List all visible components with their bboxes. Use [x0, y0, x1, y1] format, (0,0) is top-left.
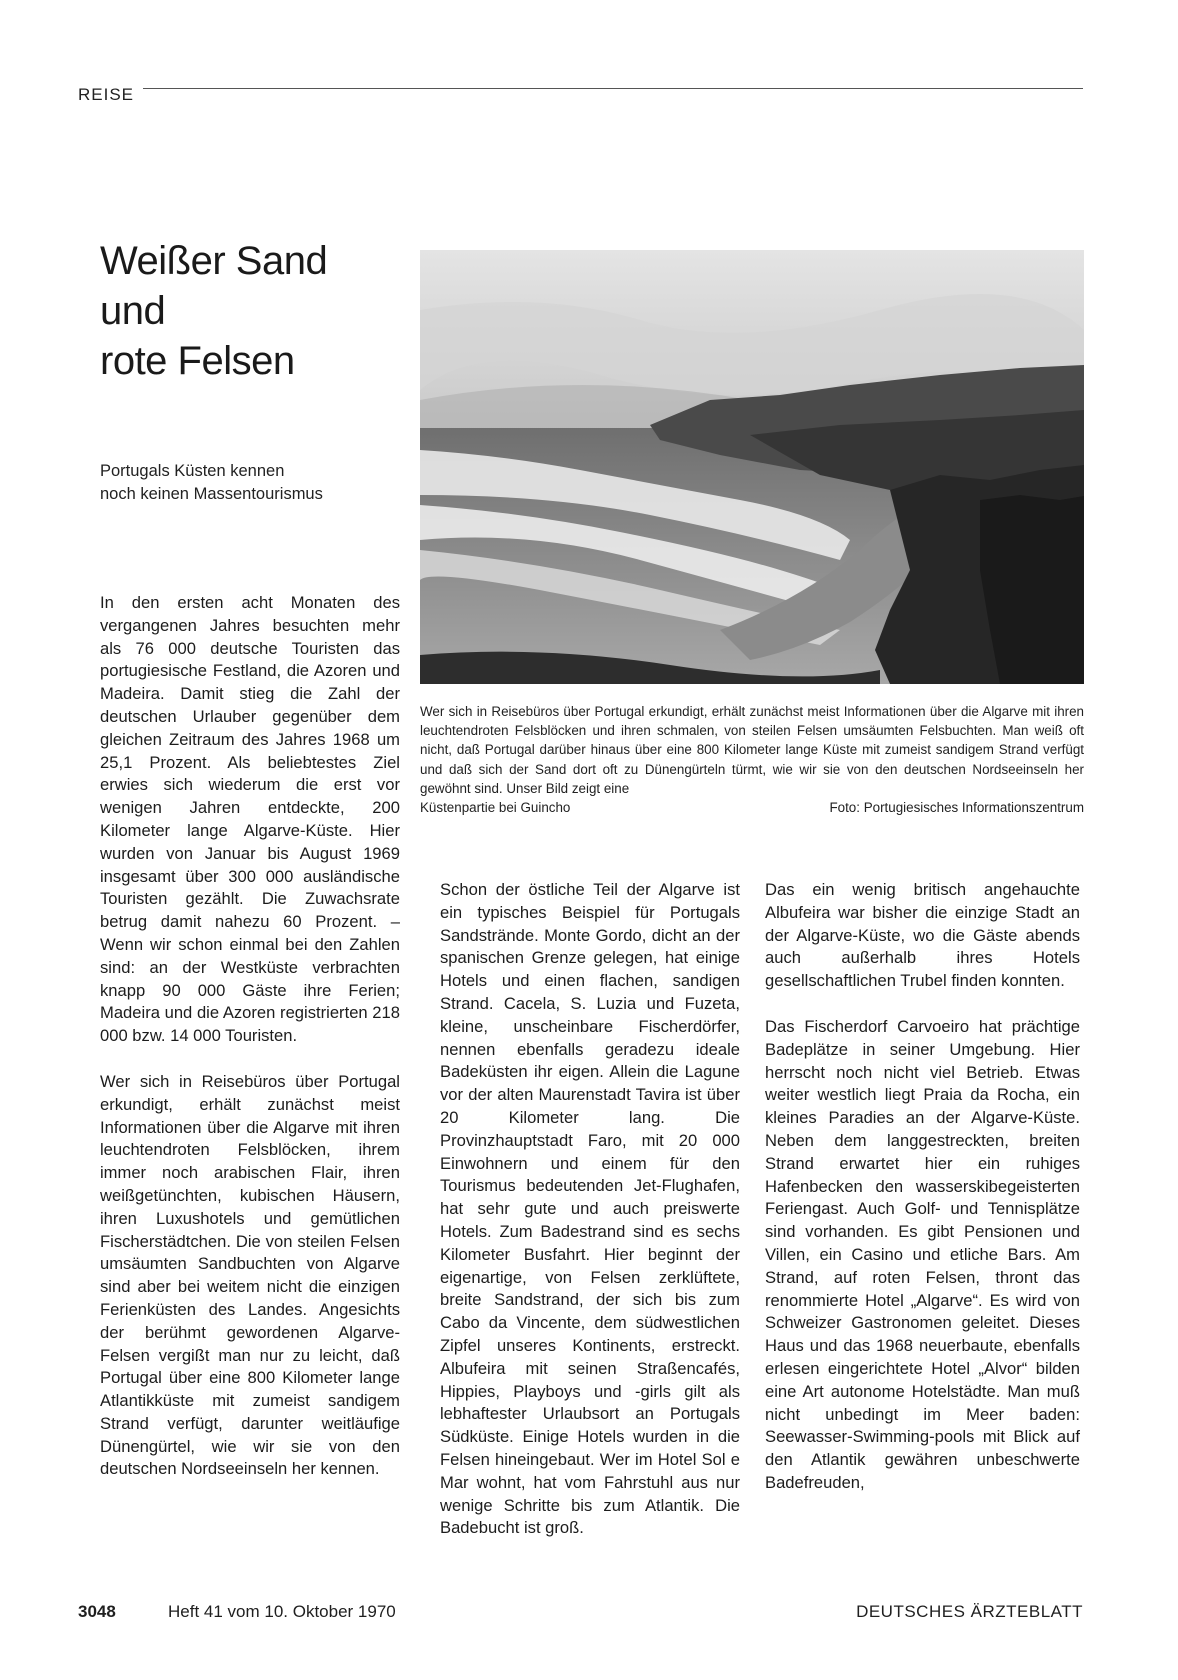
photo-caption	[420, 702, 1084, 817]
col1-paragraph-2: Wer sich in Reisebüros über Portugal erkundigt, erhält zunächst meist Informationen über die Algarve mit ihren leuchtendroten Felsblöcken, ihrem immer noch arabischen Flair, ihren weißgetünchten, kubischen Häusern, ihren Luxushotels und gemütlichen Fischerstädtchen. Die von steilen Felsen umsäumten Sandbuchten von Algarve sind aber bei weitem nicht die einzigen Ferienküsten des Landes. Angesichts der berühmt gewordenen Algarve-Felsen vergißt man nur zu leicht, daß Portugal über eine 800 Kilometer lange Atlantikküste mit zumeist sandigem Strand verfügt, darunter weitläufige Dünengürtel, wie wir sie von den deutschen Nordseeinseln her kennen.	[100, 1071, 400, 1479]
text-column-3	[765, 879, 1080, 1495]
col3-paragraph-2: Das Fischerdorf Carvoeiro hat prächtige Badeplätze in seiner Umgebung. Hier herrscht noch nicht viel Betrieb. Etwas weiter westlich liegt Praia da Rocha, ein kleines Paradies an der Algarve-Küste. Neben dem langgestreckten, breiten Strand erwartet hier ein ruhiges Hafenbecken den wasserskibegeisterten Feriengast. Auch Golf- und Tennisplätze sind vorhanden. Es gibt Pensionen und Villen, ein Casino und etliche Bars. Am Strand, auf roten Felsen, thront das renommierte Hotel „Algarve“. Es wird von Schweizer Gastronomen geleitet. Dieses Haus und das 1968 neuerbaute, ebenfalls erlesen eingerichtete Hotel „Alvor“ bilden eine Art autonome Hotelstädte. Man muß nicht unbedingt im Meer baden: Seewasser-Swimming-pools mit Blick auf den Atlantik gewähren unbeschwerte Badefreuden,	[765, 1016, 1080, 1492]
col2-paragraph-1: Schon der östliche Teil der Algarve ist ein typisches Beispiel für Portugals Sandstrände. Monte Gordo, dicht an der spanischen Grenze gelegen, hat einige Hotels und einen flachen, sandigen Strand. Cacela, S. Luzia und Fuzeta, kleine, unscheinbare Fischerdörfer, nennen ebenfalls geradezu ideale Badeküsten ihr eigen. Allein die Lagune vor der alten Maurenstadt Tavira ist über 20 Kilometer lang. Die Provinzhauptstadt Faro, mit 20 000 Einwohnern und einem für den Tourismus bedeutenden Jet-Flughafen, hat sehr gute und auch preiswerte Hotels. Zum Badestrand sind es sechs Kilometer Busfahrt. Hier beginnt der eigenartige, von Felsen zerklüftete, breite Sandstrand, der sich bis zum Cabo da Vincente, dem südwestlichen Zipfel unseres Kontinents, erstreckt. Albufeira mit seinen Straßencafés, Hippies, Playboys und -girls gilt als lebhaftester Urlaubsort an Portugals Südküste. Einige Hotels wurden in die Felsen hineingebaut. Wer im Hotel Sol e Mar wohnt, hat vom Fahrstuhl aus nur wenige Schritte bis zum Atlantik. Die Badebucht ist groß.	[440, 880, 740, 1538]
title-line-1: Weißer Sand	[100, 239, 328, 283]
section-rule	[143, 88, 1083, 89]
caption-location: Küstenpartie bei Guincho	[420, 800, 571, 816]
section-label: REISE	[78, 85, 135, 104]
coast-photo	[420, 250, 1084, 684]
text-column-2	[440, 879, 740, 1540]
coast-photo-image	[420, 250, 1084, 684]
title-line-3: rote Felsen	[100, 339, 295, 383]
caption-credit-row	[420, 798, 1084, 817]
subtitle-line-2: noch keinen Massentourismus	[100, 485, 323, 503]
issue-line: Heft 41 vom 10. Oktober 1970	[168, 1602, 396, 1621]
photo-credit: Foto: Portugiesisches Informationszentrum	[829, 800, 1084, 816]
article-subtitle	[100, 460, 420, 506]
page-number: 3048	[78, 1602, 116, 1621]
text-column-1	[100, 592, 400, 1481]
col3-paragraph-1: Das ein wenig britisch angehauchte Albufeira war bisher die einzige Stadt an der Algarve-Küste, wo die Gäste abends auch außerhalb ihres Hotels gesellschaftlichen Trubel finden konnten.	[765, 880, 1080, 991]
title-line-2: und	[100, 289, 166, 333]
subtitle-line-1: Portugals Küsten kennen	[100, 462, 285, 480]
col1-paragraph-1: In den ersten acht Monaten des vergangenen Jahres besuchten mehr als 76 000 deutsche Touristen das portugiesische Festland, die Azoren und Madeira. Damit stieg die Zahl der deutschen Urlauber gegenüber dem gleichen Zeitraum des Jahres 1968 um 25,1 Prozent. Als beliebtestes Ziel erwies sich wiederum die erst vor wenigen Jahren entdeckte, 200 Kilometer lange Algarve-Küste. Hier wurden von Januar bis August 1969 insgesamt über 300 000 ausländische Touristen gezählt. Die Zuwachsrate betrug damit nahezu 60 Prozent. – Wenn wir schon einmal bei den Zahlen sind: an der Westküste verbrachten knapp 90 000 Gäste ihre Ferien; Madeira und die Azoren registrierten 218 000 bzw. 14 000 Touristen.	[100, 593, 400, 1046]
article-title	[100, 236, 400, 386]
publication-name: DEUTSCHES ÄRZTEBLATT	[856, 1602, 1083, 1621]
caption-text: Wer sich in Reisebüros über Portugal erkundigt, erhält zunächst meist Informationen über die Algarve mit ihren leuchtendroten Felsblöcken und ihren schmalen, von steilen Felsen umsäumten Felsbuchten. Man weiß oft nicht, daß Portugal darüber hinaus über eine 800 Kilometer lange Küste mit zumeist sandigem Strand verfügt und daß sich der Sand dort oft zu Dünengürteln türmt, wie wir sie von den deutschen Nordseeinseln her gewöhnt sind. Unser Bild zeigt eine	[420, 704, 1084, 796]
